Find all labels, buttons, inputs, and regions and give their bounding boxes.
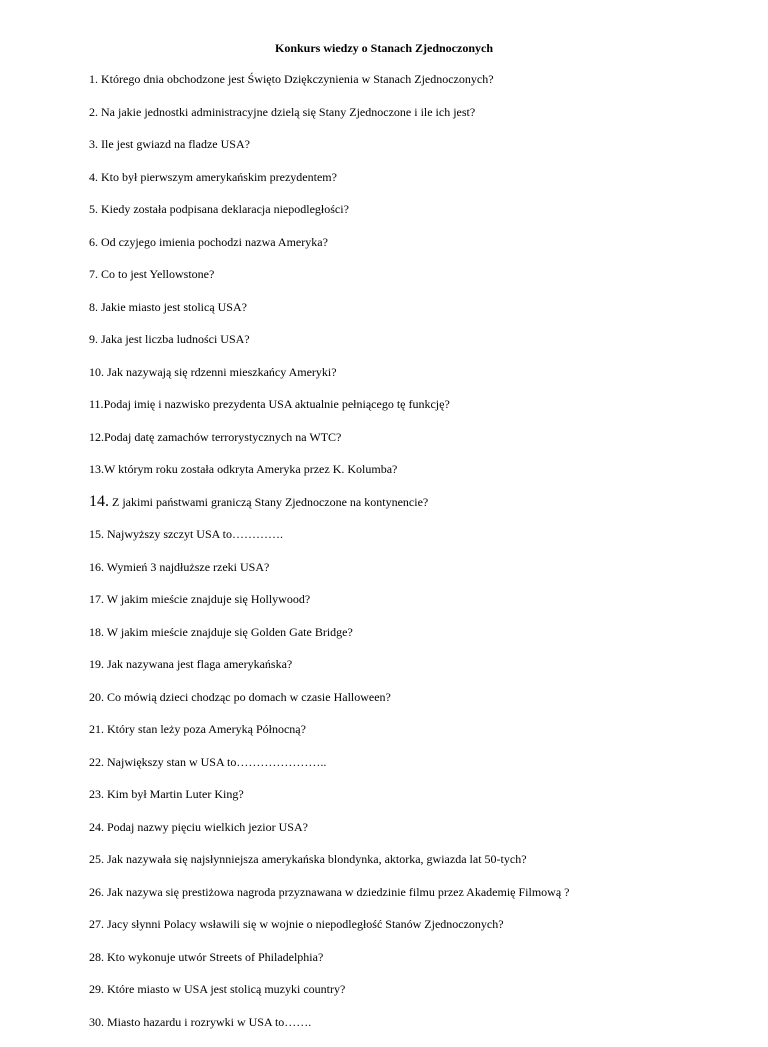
question-23 — [89, 787, 749, 820]
question-text: W jakim mieście znajduje się Golden Gate Bridge? — [104, 625, 353, 639]
question-2 — [89, 105, 749, 138]
question-number: 6. — [89, 235, 98, 249]
question-6 — [89, 235, 749, 268]
question-text: Kim był Martin Luter King? — [104, 787, 244, 801]
question-text: Od czyjego imienia pochodzi nazwa Ameryka? — [98, 235, 328, 249]
question-21 — [89, 722, 749, 755]
question-text: Podaj nazwy pięciu wielkich jezior USA? — [104, 820, 308, 834]
question-number: 9. — [89, 332, 98, 346]
question-number: 21. — [89, 722, 104, 736]
question-number: 4. — [89, 170, 98, 184]
question-11 — [89, 397, 749, 430]
question-number: 1. — [89, 72, 98, 86]
question-15 — [89, 527, 749, 560]
question-text: Kto był pierwszym amerykańskim prezydentem? — [98, 170, 337, 184]
question-text: W jakim mieście znajduje się Hollywood? — [104, 592, 310, 606]
question-28 — [89, 950, 749, 983]
question-text: Kto wykonuje utwór Streets of Philadelphia? — [104, 950, 323, 964]
question-text: Które miasto w USA jest stolicą muzyki country? — [104, 982, 345, 996]
question-text: Którego dnia obchodzone jest Święto Dziękczynienia w Stanach Zjednoczonych? — [98, 72, 494, 86]
question-text: Jak nazywana jest flaga amerykańska? — [104, 657, 292, 671]
question-16 — [89, 560, 749, 593]
question-text: Jaka jest liczba ludności USA? — [98, 332, 250, 346]
question-19 — [89, 657, 749, 690]
question-number: 3. — [89, 137, 98, 151]
question-number: 8. — [89, 300, 98, 314]
question-25 — [89, 852, 749, 885]
question-27 — [89, 917, 749, 950]
question-number: 19. — [89, 657, 104, 671]
question-number: 14. — [89, 493, 109, 510]
question-number: 11. — [89, 397, 104, 411]
question-text: Co to jest Yellowstone? — [98, 267, 214, 281]
question-number: 20. — [89, 690, 104, 704]
question-number: 29. — [89, 982, 104, 996]
question-text: Z jakimi państwami graniczą Stany Zjednoczone na kontynencie? — [109, 495, 428, 509]
question-number: 2. — [89, 105, 98, 119]
question-13 — [89, 462, 749, 495]
question-text: W którym roku została odkryta Ameryka przez K. Kolumba? — [104, 462, 397, 476]
question-17 — [89, 592, 749, 625]
question-number: 18. — [89, 625, 104, 639]
question-4 — [89, 170, 749, 203]
question-text: Jak nazywała się najsłynniejsza amerykańska blondynka, aktorka, gwiazda lat 50-tych? — [104, 852, 527, 866]
question-number: 12. — [89, 430, 104, 444]
question-22 — [89, 755, 749, 788]
question-text: Jakie miasto jest stolicą USA? — [98, 300, 247, 314]
question-20 — [89, 690, 749, 723]
question-text: Największy stan w USA to………………….. — [104, 755, 326, 769]
question-number: 28. — [89, 950, 104, 964]
question-number: 13. — [89, 462, 104, 476]
question-text: Ile jest gwiazd na fladze USA? — [98, 137, 250, 151]
question-text: Kiedy została podpisana deklaracja niepodległości? — [98, 202, 349, 216]
question-30 — [89, 1015, 749, 1047]
question-10 — [89, 365, 749, 398]
question-text: Najwyższy szczyt USA to…………. — [104, 527, 283, 541]
question-number: 10. — [89, 365, 104, 379]
question-text: Jacy słynni Polacy wsławili się w wojnie o niepodległość Stanów Zjednoczonych? — [104, 917, 504, 931]
question-number: 24. — [89, 820, 104, 834]
page-title: Konkurs wiedzy o Stanach Zjednoczonych — [0, 41, 768, 55]
question-text: Który stan leży poza Ameryką Północną? — [104, 722, 306, 736]
question-text: Podaj datę zamachów terrorystycznych na WTC? — [104, 430, 341, 444]
question-list — [89, 72, 749, 1047]
question-number: 7. — [89, 267, 98, 281]
question-number: 25. — [89, 852, 104, 866]
question-text: Miasto hazardu i rozrywki w USA to……. — [104, 1015, 311, 1029]
question-text: Jak nazywa się prestiżowa nagroda przyznawana w dziedzinie filmu przez Akademię Filmową ? — [104, 885, 569, 899]
question-text: Co mówią dzieci chodząc po domach w czasie Halloween? — [104, 690, 391, 704]
question-3 — [89, 137, 749, 170]
question-text: Na jakie jednostki administracyjne dzielą się Stany Zjednoczone i ile ich jest? — [98, 105, 475, 119]
question-7 — [89, 267, 749, 300]
question-number: 5. — [89, 202, 98, 216]
question-number: 27. — [89, 917, 104, 931]
question-9 — [89, 332, 749, 365]
question-8 — [89, 300, 749, 333]
question-text: Jak nazywają się rdzenni mieszkańcy Ameryki? — [104, 365, 337, 379]
question-number: 17. — [89, 592, 104, 606]
question-24 — [89, 820, 749, 853]
question-number: 16. — [89, 560, 104, 574]
question-26 — [89, 885, 749, 918]
question-number: 15. — [89, 527, 104, 541]
question-number: 26. — [89, 885, 104, 899]
question-5 — [89, 202, 749, 235]
question-29 — [89, 982, 749, 1015]
question-text: Podaj imię i nazwisko prezydenta USA aktualnie pełniącego tę funkcję? — [104, 397, 450, 411]
question-number: 30. — [89, 1015, 104, 1029]
question-1 — [89, 72, 749, 105]
question-18 — [89, 625, 749, 658]
question-12 — [89, 430, 749, 463]
question-number: 23. — [89, 787, 104, 801]
question-text: Wymień 3 najdłuższe rzeki USA? — [104, 560, 269, 574]
question-number: 22. — [89, 755, 104, 769]
question-14 — [89, 495, 749, 528]
